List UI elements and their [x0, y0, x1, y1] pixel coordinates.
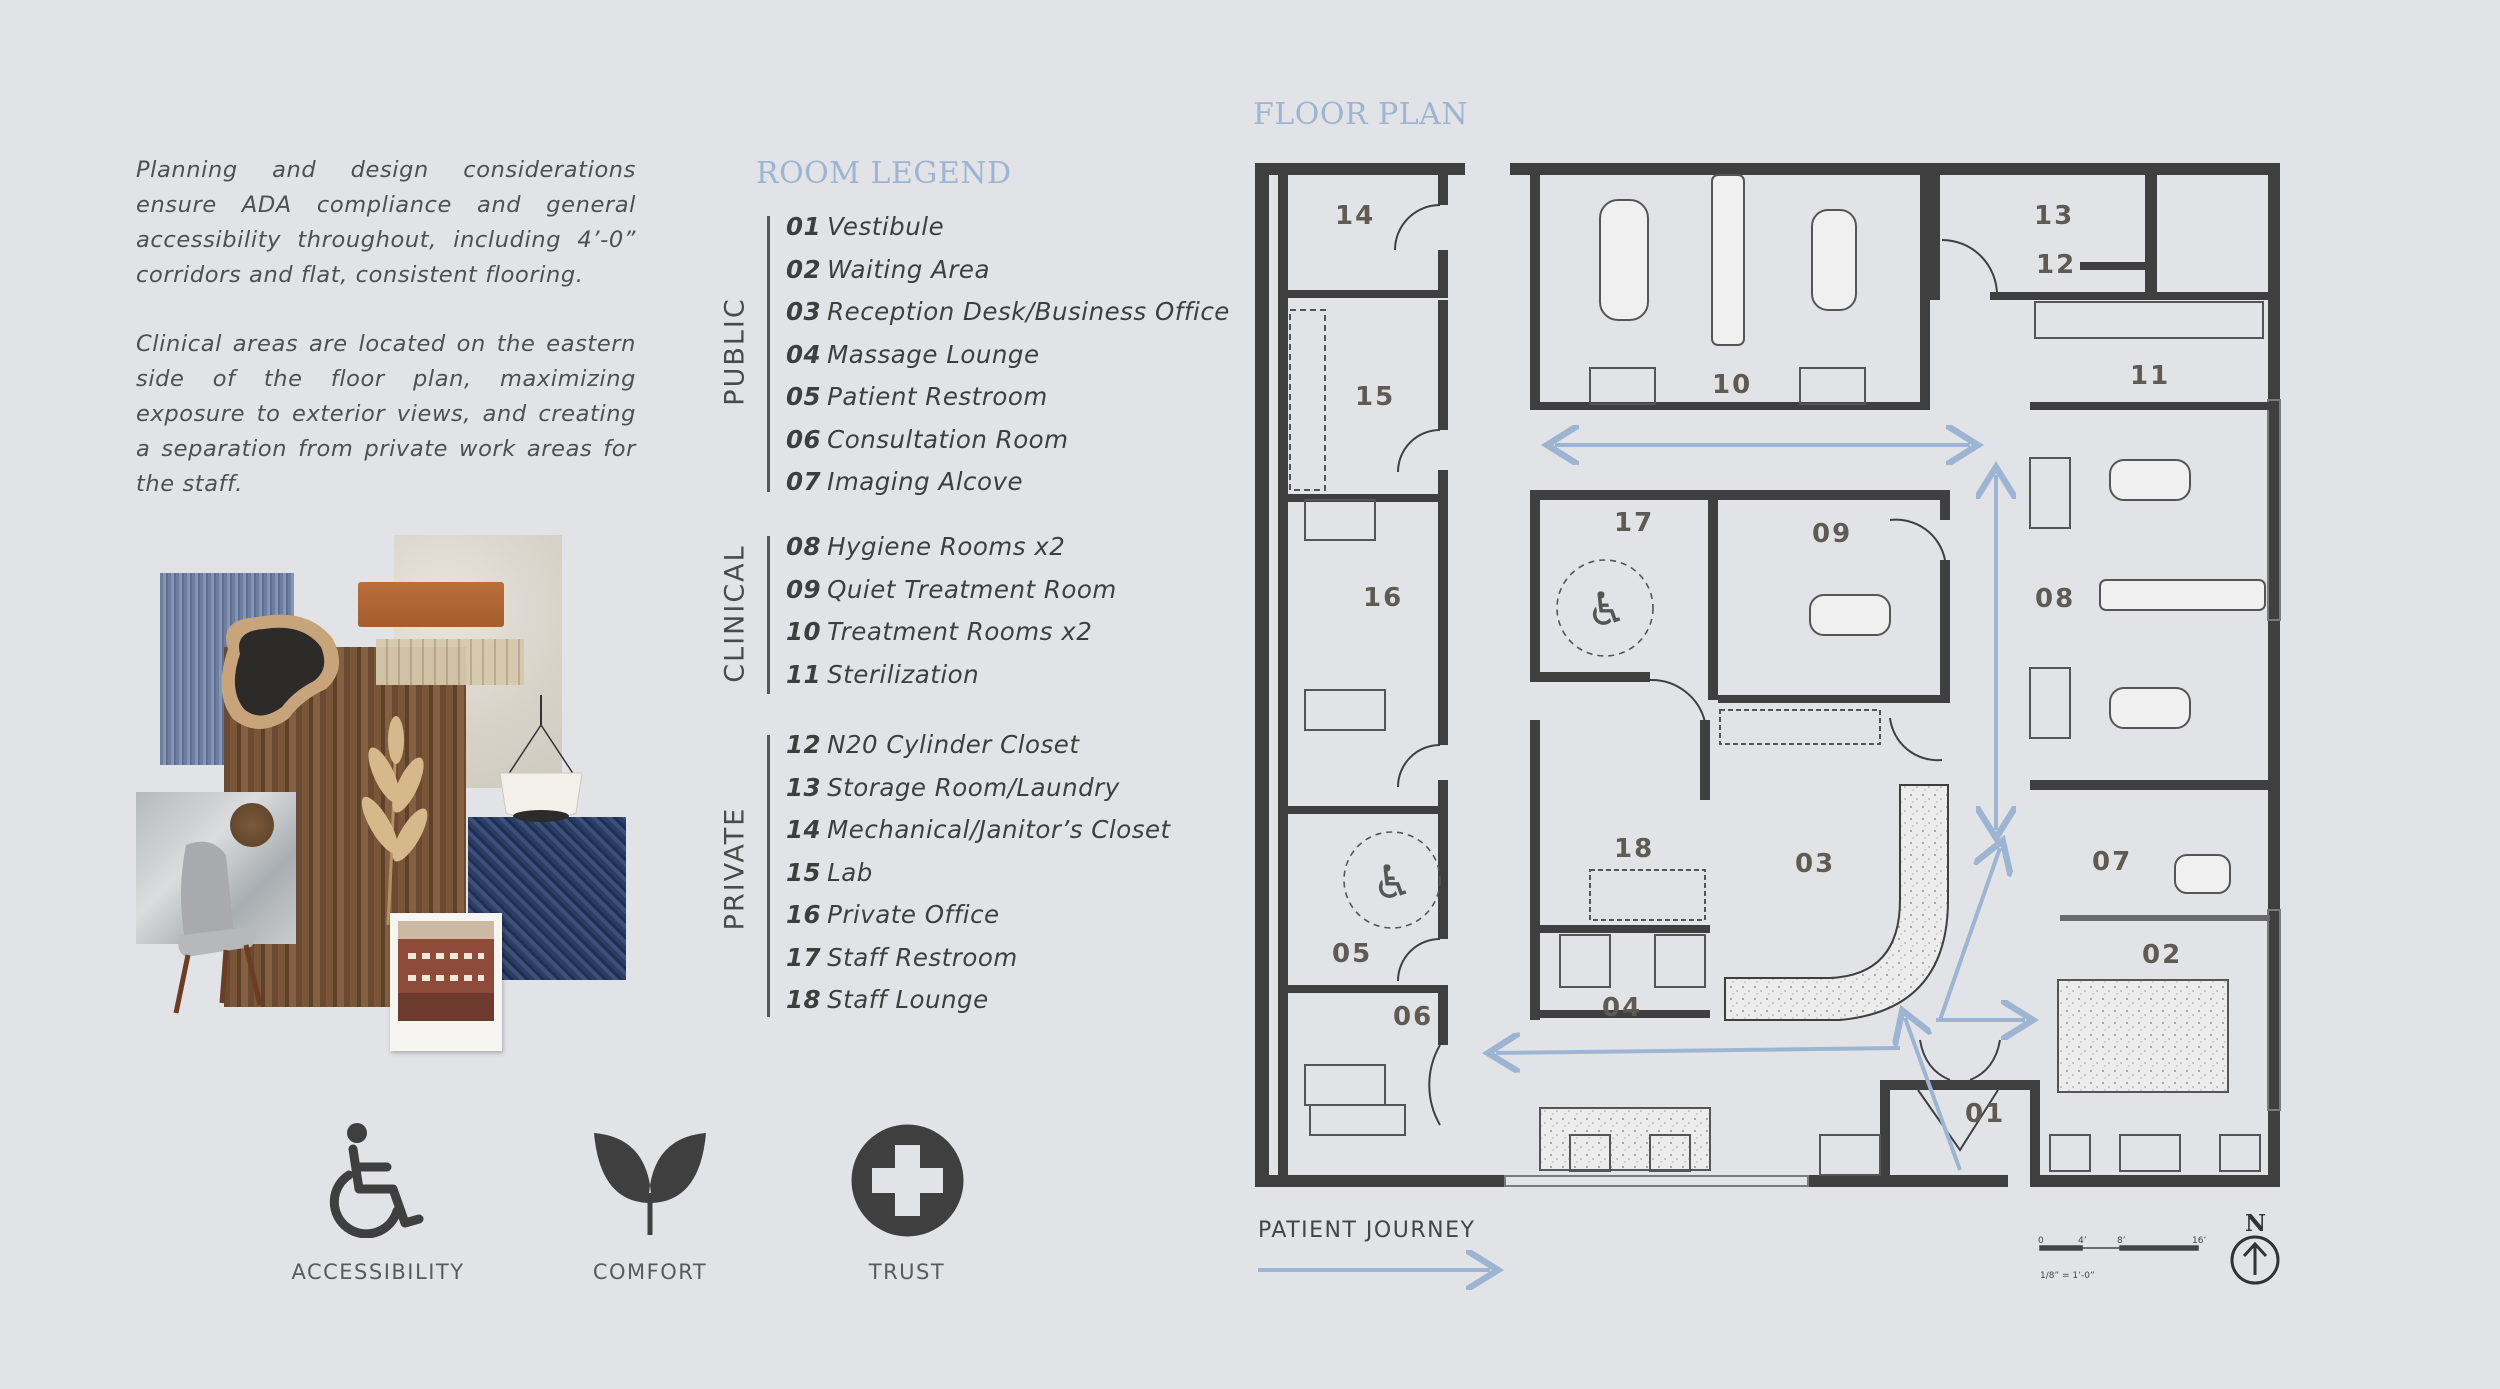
- legend-item: 17 Staff Restroom: [786, 942, 1018, 972]
- patient-journey-label: PATIENT JOURNEY: [1258, 1218, 1476, 1243]
- scale-labels: [2038, 1236, 2206, 1281]
- legend-item: 11 Sterilization: [786, 659, 980, 689]
- room-label-14: 14: [1335, 201, 1376, 231]
- legend-item: 04 Massage Lounge: [786, 339, 1040, 369]
- legend-group-label-clinical: CLINICAL: [719, 544, 751, 683]
- floor-plan-title: FLOOR PLAN: [1253, 97, 1469, 132]
- room-label-16: 16: [1363, 583, 1404, 613]
- scale-label: 8’: [2117, 1236, 2126, 1246]
- room-label-17: 17: [1614, 508, 1655, 538]
- scale-label: 1/8” = 1’-0”: [2040, 1271, 2095, 1281]
- door-swings: [1395, 205, 2000, 1150]
- waiting-area-rug: [2058, 980, 2228, 1092]
- legend-item: 02 Waiting Area: [786, 254, 991, 284]
- value-label: COMFORT: [592, 1260, 708, 1284]
- room-label-13: 13: [2034, 201, 2075, 231]
- legend-item: 09 Quiet Treatment Room: [786, 574, 1117, 604]
- room-label-10: 10: [1712, 370, 1753, 400]
- room-label-11: 11: [2130, 361, 2171, 391]
- room-label-12: 12: [2036, 250, 2077, 280]
- room-label-09: 09: [1812, 519, 1853, 549]
- room-label-08: 08: [2035, 584, 2076, 614]
- north-label: N: [2245, 1210, 2267, 1237]
- legend-group-label-private: PRIVATE: [719, 806, 751, 931]
- legend-item: 01 Vestibule: [786, 212, 945, 241]
- legend-item: 03 Reception Desk/Business Office: [786, 297, 1230, 326]
- room-legend-title: ROOM LEGEND: [756, 156, 1012, 191]
- legend-item: 16 Private Office: [786, 900, 1000, 929]
- scale-bar: [2040, 1246, 2198, 1250]
- value-label: TRUST: [868, 1260, 946, 1284]
- intro-paragraph-clinical: Clinical areas are located on the eastern side of the floor plan, maximizing exposure to exterior views, and creating a separation from private work areas for the staff.: [136, 331, 636, 497]
- north-arrow-icon: [2232, 1210, 2278, 1283]
- legend-item: 18 Staff Lounge: [786, 985, 989, 1014]
- scale-label: 16’: [2192, 1236, 2207, 1246]
- scale-label: 4’: [2078, 1236, 2087, 1246]
- scale-label: 0: [2038, 1236, 2044, 1246]
- intro-paragraph-accessibility: Planning and design considerations ensure ADA compliance and general accessibility throughout, including 4’-0” corridors and flat, consistent flooring.: [136, 157, 636, 288]
- bench: [1540, 1108, 1710, 1170]
- room-label-01: 01: [1965, 1099, 2006, 1129]
- room-label-05: 05: [1332, 939, 1373, 969]
- legend-item: 12 N20 Cylinder Closet: [786, 730, 1080, 759]
- legend-item: 06 Consultation Room: [786, 424, 1069, 454]
- legend-item: 08 Hygiene Rooms x2: [786, 532, 1066, 561]
- value-label: ACCESSIBILITY: [291, 1260, 465, 1284]
- legend-item: 13 Storage Room/Laundry: [786, 772, 1120, 802]
- room-label-07: 07: [2092, 847, 2133, 877]
- room-label-06: 06: [1393, 1002, 1434, 1032]
- lab-counter: [1290, 310, 1325, 490]
- wheelchair-symbol: ♿: [1586, 582, 1628, 636]
- wheelchair-symbol: ♿: [1372, 855, 1414, 909]
- room-label-04: 04: [1602, 993, 1643, 1023]
- legend-group-label-public: PUBLIC: [719, 297, 751, 406]
- legend-item: 07 Imaging Alcove: [786, 467, 1024, 496]
- room-label-15: 15: [1355, 382, 1396, 412]
- sterilization-counter: [2035, 302, 2263, 338]
- reception-desk: [1725, 785, 1948, 1020]
- room-label-18: 18: [1614, 834, 1655, 864]
- legend-item: 14 Mechanical/Janitor’s Closet: [786, 815, 1171, 844]
- room-label-03: 03: [1795, 849, 1836, 879]
- room-label-02: 02: [2142, 940, 2183, 970]
- legend-item: 10 Treatment Rooms x2: [786, 617, 1093, 646]
- legend-item: 05 Patient Restroom: [786, 382, 1048, 411]
- legend-item: 15 Lab: [786, 857, 873, 887]
